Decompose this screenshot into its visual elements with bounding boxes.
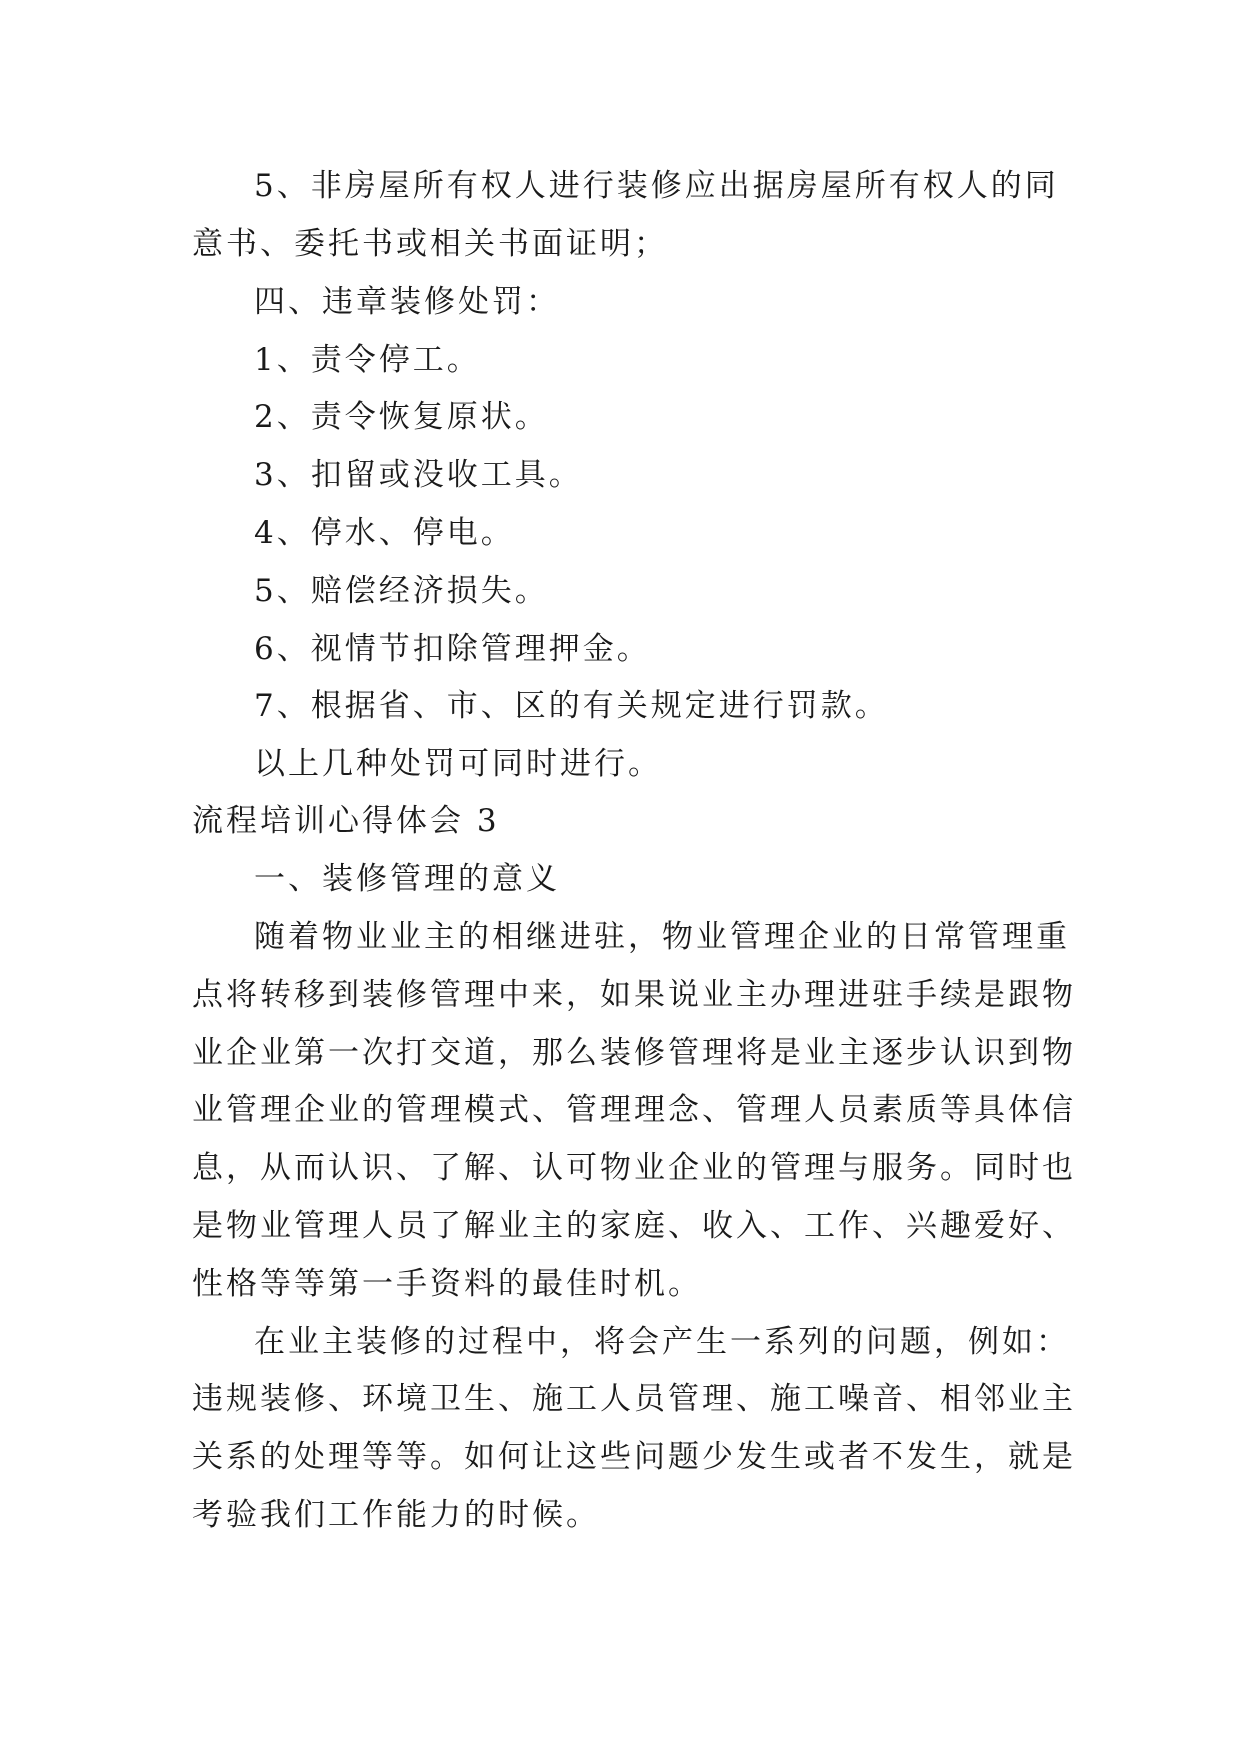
paragraph-line: 在业主装修的过程中，将会产生一系列的问题，例如：: [254, 1324, 1070, 1360]
list-item: 5、赔偿经济损失。: [254, 573, 549, 609]
paragraph-line: 关系的处理等等。如何让这些问题少发生或者不发生，就是: [192, 1439, 1076, 1475]
section-heading: 一、装修管理的意义: [254, 861, 560, 897]
list-item: 6、视情节扣除管理押金。: [254, 631, 651, 667]
article-title: 流程培训心得体会 3: [192, 803, 500, 839]
paragraph-line: 以上几种处罚可同时进行。: [254, 746, 662, 782]
paragraph-line: 是物业管理人员了解业主的家庭、收入、工作、兴趣爱好、: [192, 1208, 1076, 1244]
paragraph-line: 5、非房屋所有权人进行装修应出据房屋所有权人的同: [254, 168, 1059, 204]
paragraph-line: 考验我们工作能力的时候。: [192, 1497, 600, 1533]
section-heading: 四、违章装修处罚：: [254, 284, 560, 320]
paragraph-line: 意书、委托书或相关书面证明；: [192, 226, 668, 262]
list-item: 3、扣留或没收工具。: [254, 457, 583, 493]
paragraph-line: 点将转移到装修管理中来，如果说业主办理进驻手续是跟物: [192, 977, 1076, 1013]
list-item: 1、责令停工。: [254, 342, 481, 378]
list-item: 2、责令恢复原状。: [254, 399, 549, 435]
paragraph-line: 性格等等第一手资料的最佳时机。: [192, 1266, 702, 1302]
paragraph-line: 业企业第一次打交道，那么装修管理将是业主逐步认识到物: [192, 1035, 1076, 1071]
paragraph-line: 业管理企业的管理模式、管理理念、管理人员素质等具体信: [192, 1092, 1076, 1128]
paragraph-line: 息，从而认识、了解、认可物业企业的管理与服务。同时也: [192, 1150, 1076, 1186]
paragraph-line: 违规装修、环境卫生、施工人员管理、施工噪音、相邻业主: [192, 1381, 1076, 1417]
paragraph-line: 随着物业业主的相继进驻，物业管理企业的日常管理重: [254, 919, 1070, 955]
list-item: 7、根据省、市、区的有关规定进行罚款。: [254, 688, 889, 724]
list-item: 4、停水、停电。: [254, 515, 515, 551]
